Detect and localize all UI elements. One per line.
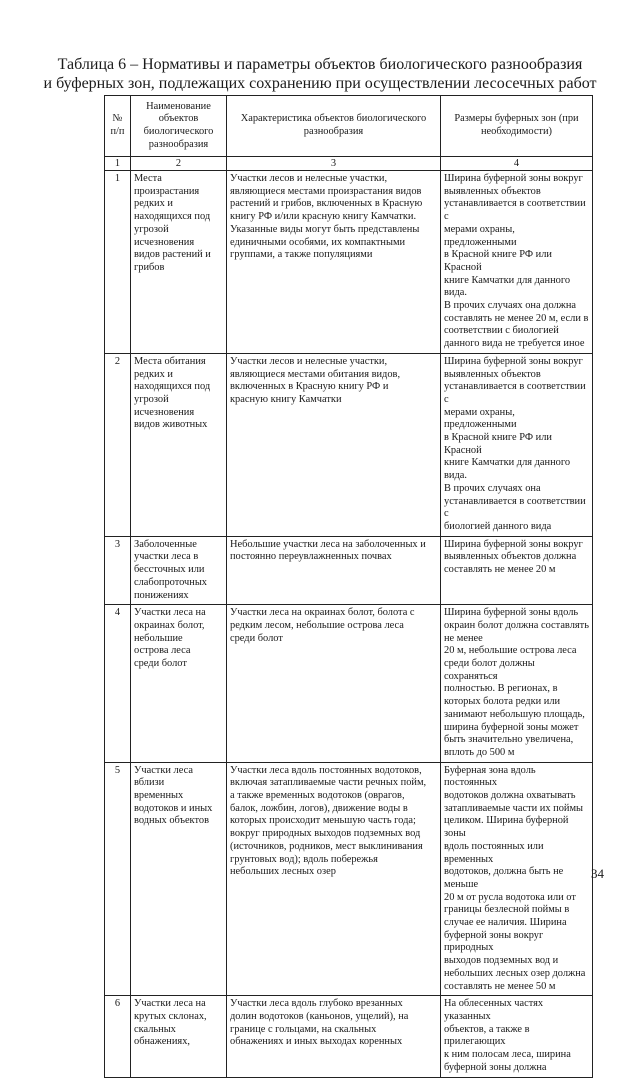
table-row (105, 171, 593, 354)
column-index: 4 (441, 157, 593, 171)
row-number: 2 (105, 353, 131, 536)
row-buffer-size: Ширина буферной зоны вдоль окраин болот должна составлять не менее 20 м, небольшие острова леса среди болот должны сохраняться полностью. В регионах, в которых болота редки или занимают небольшую площадь, ширина буферной зоны может быть значительно увеличена, вплоть до 500 м (441, 605, 593, 762)
row-characteristic: Участки леса на окраинах болот, болота с редким лесом, небольшие острова леса среди болот (227, 605, 441, 762)
row-number: 4 (105, 605, 131, 762)
row-characteristic: Участки леса вдоль постоянных водотоков, включая затапливаемые части речных пойм, а также временных водотоков (оврагов, балок, ложбин, логов), движение воды в которых происходит меньшую часть года; вокруг природных выходов подземных вод (источников, родников, мест выклинивания грунтовых вод); вдоль побережья небольших лесных озер (227, 762, 441, 996)
row-buffer-size: На облесенных частях указанных объектов, а также в прилегающих к ним полосам леса, ширина буферной зоны должна (441, 996, 593, 1077)
column-index: 3 (227, 157, 441, 171)
row-object-name: Участки леса вблизи временных водотоков и иных водных объектов (131, 762, 227, 996)
table-row (105, 762, 593, 996)
table-header-row (105, 96, 593, 157)
row-buffer-size: Ширина буферной зоны вокруг выявленных объектов устанавливается в соответствии с мерами охраны, предложенными в Красной книге РФ или Красной книге Камчатки для данного вида. В прочих случаях она должна составлять не менее 20 м, если в соответствии с биологией данного вида не требуется иное (441, 171, 593, 354)
table-row (105, 353, 593, 536)
row-characteristic: Небольшие участки леса на заболоченных и постоянно переувлажненных почвах (227, 536, 441, 605)
table-title-line-2: и буферных зон, подлежащих сохранению при осуществлении лесосечных работ (43, 75, 597, 92)
row-number: 1 (105, 171, 131, 354)
row-object-name: Места обитания редких и находящихся под угрозой исчезновения видов животных (131, 353, 227, 536)
row-characteristic: Участки леса вдоль глубоко врезанных долин водотоков (каньонов, ущелий), на границе с гольцами, на скальных обнажениях и иных выходах коренных (227, 996, 441, 1077)
row-number: 5 (105, 762, 131, 996)
table-title-line-1: Таблица 6 – Нормативы и параметры объектов биологического разнообразия (57, 56, 583, 73)
row-characteristic: Участки лесов и нелесные участки, являющиеся местами обитания видов, включенных в Красную книгу РФ и красную книгу Камчатки (227, 353, 441, 536)
header-num: № п/п (105, 96, 131, 157)
header-buffer-size: Размеры буферных зон (при необходимости) (441, 96, 593, 157)
table-row (105, 996, 593, 1077)
row-buffer-size: Буферная зона вдоль постоянных водотоков должна охватывать затапливаемые части их поймы целиком. Ширина буферной зоны вдоль постоянных или временных водотоков, должна быть не меньше 20 м от русла водотока или от границы безлесной поймы в случае ее наличия. Ширина буферной зоны вокруг природных выходов подземных вод и небольших лесных озер должна составлять не менее 50 м (441, 762, 593, 996)
row-buffer-size: Ширина буферной зоны вокруг выявленных объектов устанавливается в соответствии с мерами охраны, предложенными в Красной книге РФ или Красной книге Камчатки для данного вида. В прочих случаях она устанавливается в соответствии с биологией данного вида (441, 353, 593, 536)
header-name: Наименование объектов биологического разнообразия (131, 96, 227, 157)
biodiversity-table (104, 95, 593, 1078)
column-index-row (105, 157, 593, 171)
row-object-name: Заболоченные участки леса в бессточных или слабопроточных понижениях (131, 536, 227, 605)
row-number: 6 (105, 996, 131, 1077)
column-index: 1 (105, 157, 131, 171)
row-buffer-size: Ширина буферной зоны вокруг выявленных объектов должна составлять не менее 20 м (441, 536, 593, 605)
table-row (105, 536, 593, 605)
row-object-name: Места произрастания редких и находящихся под угрозой исчезновения видов растений и грибов (131, 171, 227, 354)
row-characteristic: Участки лесов и нелесные участки, являющиеся местами произрастания видов растений и грибов, включенных в Красную книгу РФ и/или красную книгу Камчатки. Указанные виды могут быть представлены единичными особями, их компактными группами, а также популяциями (227, 171, 441, 354)
page-number: 34 (591, 866, 604, 881)
table-row (105, 605, 593, 762)
column-index: 2 (131, 157, 227, 171)
row-object-name: Участки леса на крутых склонах, скальных обнажениях, (131, 996, 227, 1077)
header-characteristic: Характеристика объектов биологического разнообразия (227, 96, 441, 157)
row-object-name: Участки леса на окраинах болот, небольшие острова леса среди болот (131, 605, 227, 762)
row-number: 3 (105, 536, 131, 605)
